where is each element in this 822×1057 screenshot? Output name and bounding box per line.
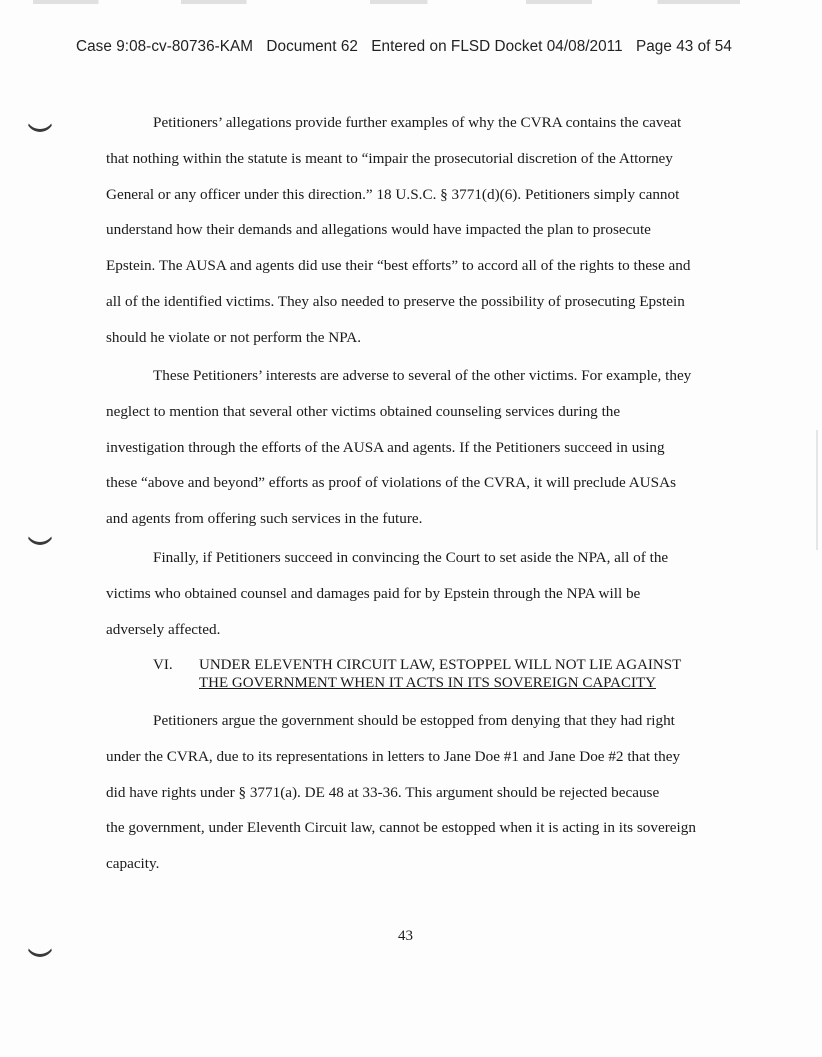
docket-header <box>76 38 756 56</box>
document-number: Document 62 <box>266 38 358 55</box>
section-title-line-2: THE GOVERNMENT WHEN IT ACTS IN ITS SOVEREIGN CAPACITY <box>199 675 656 691</box>
text-line: Epstein. The AUSA and agents did use their “best efforts” to accord all of the rights to these and <box>106 257 691 275</box>
text-line: Petitioners argue the government should be estopped from denying that they had right <box>153 712 675 729</box>
text-line: that nothing within the statute is meant to “impair the prosecutorial discretion of the Attorney <box>106 149 673 167</box>
section-title-line-1: UNDER ELEVENTH CIRCUIT LAW, ESTOPPEL WILL NOT LIE AGAINST <box>199 657 682 673</box>
text-line: General or any officer under this direction.” 18 U.S.C. § 3771(d)(6). Petitioners simply cannot <box>106 185 680 203</box>
page-number: 43 <box>398 928 413 944</box>
text-line: Finally, if Petitioners succeed in convincing the Court to set aside the NPA, all of the <box>153 549 669 566</box>
text-line: neglect to mention that several other victims obtained counseling services during the <box>106 402 621 420</box>
text-line: all of the identified victims. They also needed to preserve the possibility of prosecuting Epstein <box>106 292 685 310</box>
punch-hole-icon <box>26 528 54 545</box>
text-line: investigation through the efforts of the AUSA and agents. If the Petitioners succeed in using <box>106 438 665 456</box>
text-line: victims who obtained counsel and damages paid for by Epstein through the NPA will be <box>106 584 641 602</box>
text-line: under the CVRA, due to its representations in letters to Jane Doe #1 and Jane Doe #2 that they <box>106 747 681 765</box>
text-line: These Petitioners’ interests are adverse to several of the other victims. For example, they <box>153 367 692 384</box>
scan-edge <box>816 430 818 550</box>
text-line: understand how their demands and allegations would have impacted the plan to prosecute <box>106 221 651 239</box>
section-number: VI. <box>153 657 173 673</box>
punch-hole-icon <box>26 115 54 132</box>
text-line: and agents from offering such services in the future. <box>106 510 423 528</box>
paragraph-4 <box>106 703 716 882</box>
paragraph-3 <box>106 540 716 647</box>
paragraph-1 <box>106 105 716 356</box>
punch-hole-icon <box>26 940 54 957</box>
text-line: should he violate or not perform the NPA. <box>106 328 362 346</box>
text-line: capacity. <box>106 855 160 873</box>
text-line: Petitioners’ allegations provide further examples of why the CVRA contains the caveat <box>153 114 682 131</box>
paragraph-2 <box>106 358 716 537</box>
page-of: Page 43 of 54 <box>635 38 732 55</box>
text-line: these “above and beyond” efforts as proof of violations of the CVRA, it will preclude AUSAs <box>106 474 676 492</box>
text-line: adversely affected. <box>106 620 221 638</box>
entered-date: Entered on FLSD Docket 04/08/2011 <box>371 38 623 55</box>
case-number: Case 9:08-cv-80736-KAM <box>76 38 254 55</box>
section-title <box>199 656 681 692</box>
text-line: the government, under Eleventh Circuit law, cannot be estopped when it is acting in its sovereign <box>106 819 696 837</box>
scan-artifact <box>0 0 822 4</box>
text-line: did have rights under § 3771(a). DE 48 at 33-36. This argument should be rejected because <box>106 783 660 801</box>
